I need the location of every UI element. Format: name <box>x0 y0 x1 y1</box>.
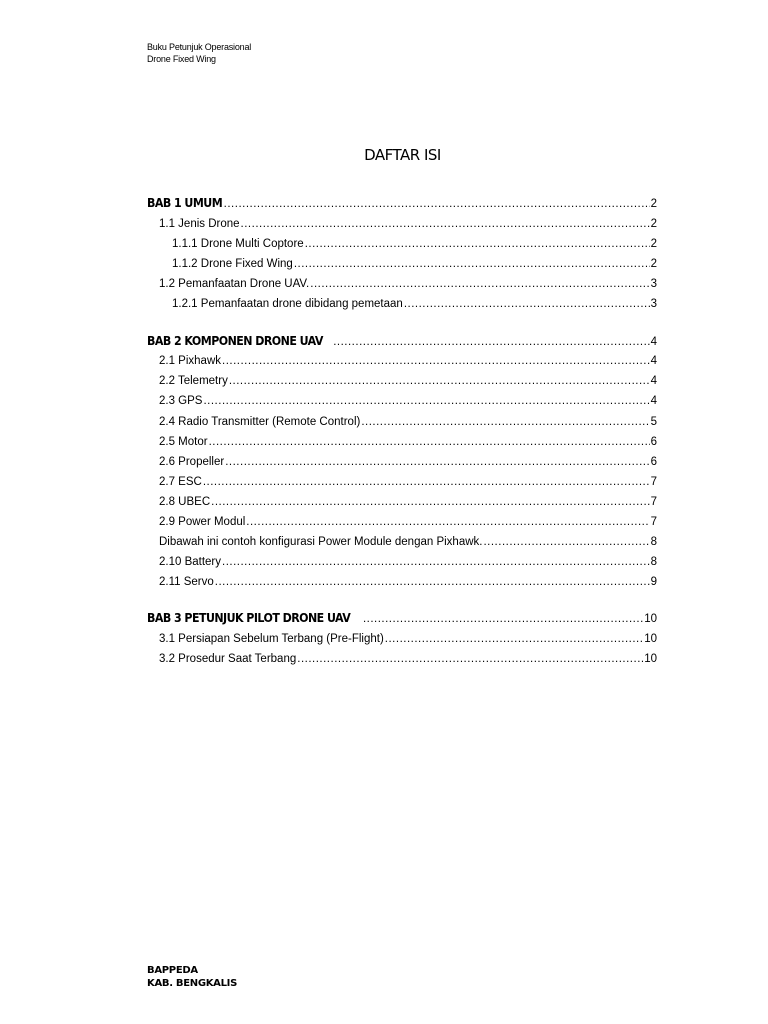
dot-leader <box>211 495 649 509</box>
toc-entry-page-number: 4 <box>650 375 657 387</box>
toc-entry-page-number: 7 <box>650 516 657 528</box>
toc-entry-page-number: 3 <box>650 278 657 290</box>
dot-leader <box>305 237 650 251</box>
toc-entry[interactable] <box>159 632 657 646</box>
toc-chapter-entry[interactable] <box>147 611 657 626</box>
dot-leader <box>225 455 649 469</box>
toc-entry-label: 2.3 GPS <box>159 395 203 407</box>
toc-entry-label: BAB 1 UMUM <box>147 196 223 210</box>
toc-entry-page-number: 6 <box>650 436 657 448</box>
toc-entry-page-number: 8 <box>650 536 657 548</box>
footer <box>147 964 237 990</box>
toc-entry[interactable] <box>159 535 657 549</box>
footer-region: KAB. BENGKALIS <box>147 978 238 989</box>
toc-entry-page-number: 2 <box>650 218 657 230</box>
dot-leader <box>222 555 650 569</box>
toc-entry[interactable] <box>159 495 657 509</box>
running-header <box>147 41 251 65</box>
toc-entry[interactable] <box>159 555 657 569</box>
toc-entry[interactable] <box>172 257 657 271</box>
dot-leader <box>361 415 649 429</box>
toc-entry-label: 1.1.1 Drone Multi Coptore <box>172 238 304 250</box>
toc-entry-page-number: 4 <box>650 395 657 407</box>
dot-leader <box>215 575 650 589</box>
toc-entry[interactable] <box>159 415 657 429</box>
toc-chapter-entry[interactable] <box>147 334 657 349</box>
toc-entry-page-number: 4 <box>650 355 657 367</box>
toc-entry-page-number: 2 <box>650 238 657 250</box>
toc-entry-page-number: 8 <box>650 556 657 568</box>
toc-entry-page-number: 6 <box>650 456 657 468</box>
toc-entry-label: 1.2 Pemanfaatan Drone UAV. <box>159 278 310 290</box>
toc-entry-page-number: 9 <box>650 576 657 588</box>
toc-entry-label: 1.1 Jenis Drone <box>159 218 240 230</box>
footer-org: BAPPEDA <box>147 965 198 976</box>
toc-entry-page-number: 2 <box>650 258 657 270</box>
toc-chapter-entry[interactable] <box>147 196 657 211</box>
toc-entry[interactable] <box>159 277 657 291</box>
dot-leader <box>294 257 650 271</box>
toc-entry-label: 2.6 Propeller <box>159 456 225 468</box>
dot-leader <box>363 612 643 626</box>
dot-leader <box>483 535 649 549</box>
toc-entry-label: 1.2.1 Pemanfaatan drone dibidang pemetaan <box>172 298 403 310</box>
toc-entry-page-number: 3 <box>650 298 657 310</box>
toc-entry-page-number: 10 <box>644 653 657 665</box>
dot-leader <box>222 354 650 368</box>
toc-entry[interactable] <box>159 515 657 529</box>
dot-leader <box>229 374 650 388</box>
toc-entry-page-number: 10 <box>644 633 657 645</box>
toc-entry-label: BAB 2 KOMPONEN DRONE UAV <box>147 334 323 348</box>
toc-entry-label: 3.2 Prosedur Saat Terbang <box>159 653 297 665</box>
header-doc-subtitle: Drone Fixed Wing <box>147 54 216 64</box>
dot-leader <box>203 394 649 408</box>
toc-entry[interactable] <box>159 217 657 231</box>
toc-entry[interactable] <box>159 475 657 489</box>
toc-entry-label: 2.4 Radio Transmitter (Remote Control) <box>159 416 361 428</box>
dot-leader <box>241 217 650 231</box>
toc-entry-page-number: 10 <box>644 613 657 625</box>
dot-leader <box>209 435 650 449</box>
toc-entry[interactable] <box>159 455 657 469</box>
dot-leader <box>224 197 650 211</box>
toc-entry-label: 2.8 UBEC <box>159 496 211 508</box>
toc-title: DAFTAR ISI <box>364 146 441 164</box>
toc-entry[interactable] <box>159 575 657 589</box>
toc-entry-label: 1.1.2 Drone Fixed Wing <box>172 258 293 270</box>
dot-leader <box>333 335 649 349</box>
toc-entry[interactable] <box>172 237 657 251</box>
dot-leader <box>203 475 650 489</box>
toc-entry[interactable] <box>159 374 657 388</box>
dot-leader <box>385 632 643 646</box>
toc-entry-label: 3.1 Persiapan Sebelum Terbang (Pre-Flight) <box>159 633 384 645</box>
toc-entry[interactable] <box>159 354 657 368</box>
dot-leader <box>297 652 643 666</box>
toc-entry[interactable] <box>159 435 657 449</box>
toc-entry[interactable] <box>159 652 657 666</box>
toc-entry-page-number: 7 <box>650 476 657 488</box>
toc-entry[interactable] <box>172 297 657 311</box>
toc-entry-label: 2.9 Power Modul <box>159 516 246 528</box>
toc-entry-label: Dibawah ini contoh konfigurasi Power Module dengan Pixhawk. <box>159 536 483 548</box>
toc-entry-label: 2.1 Pixhawk <box>159 355 222 367</box>
toc-entry-label: 2.2 Telemetry <box>159 375 228 387</box>
header-doc-title: Buku Petunjuk Operasional <box>147 42 252 52</box>
toc-entry-page-number: 7 <box>650 496 657 508</box>
toc-entry-page-number: 5 <box>650 416 657 428</box>
dot-leader <box>246 515 649 529</box>
toc-entry-page-number: 2 <box>650 198 657 210</box>
toc-entry-label: 2.7 ESC <box>159 476 202 488</box>
toc-entry-label: 2.11 Servo <box>159 576 214 588</box>
dot-leader <box>404 297 650 311</box>
toc-entry-label: 2.10 Battery <box>159 556 222 568</box>
dot-leader <box>310 277 649 291</box>
toc-entry-label: 2.5 Motor <box>159 436 208 448</box>
toc-entry-page-number: 4 <box>650 336 657 348</box>
toc-entry-label: BAB 3 PETUNJUK PILOT DRONE UAV <box>147 611 351 625</box>
toc-entry[interactable] <box>159 394 657 408</box>
